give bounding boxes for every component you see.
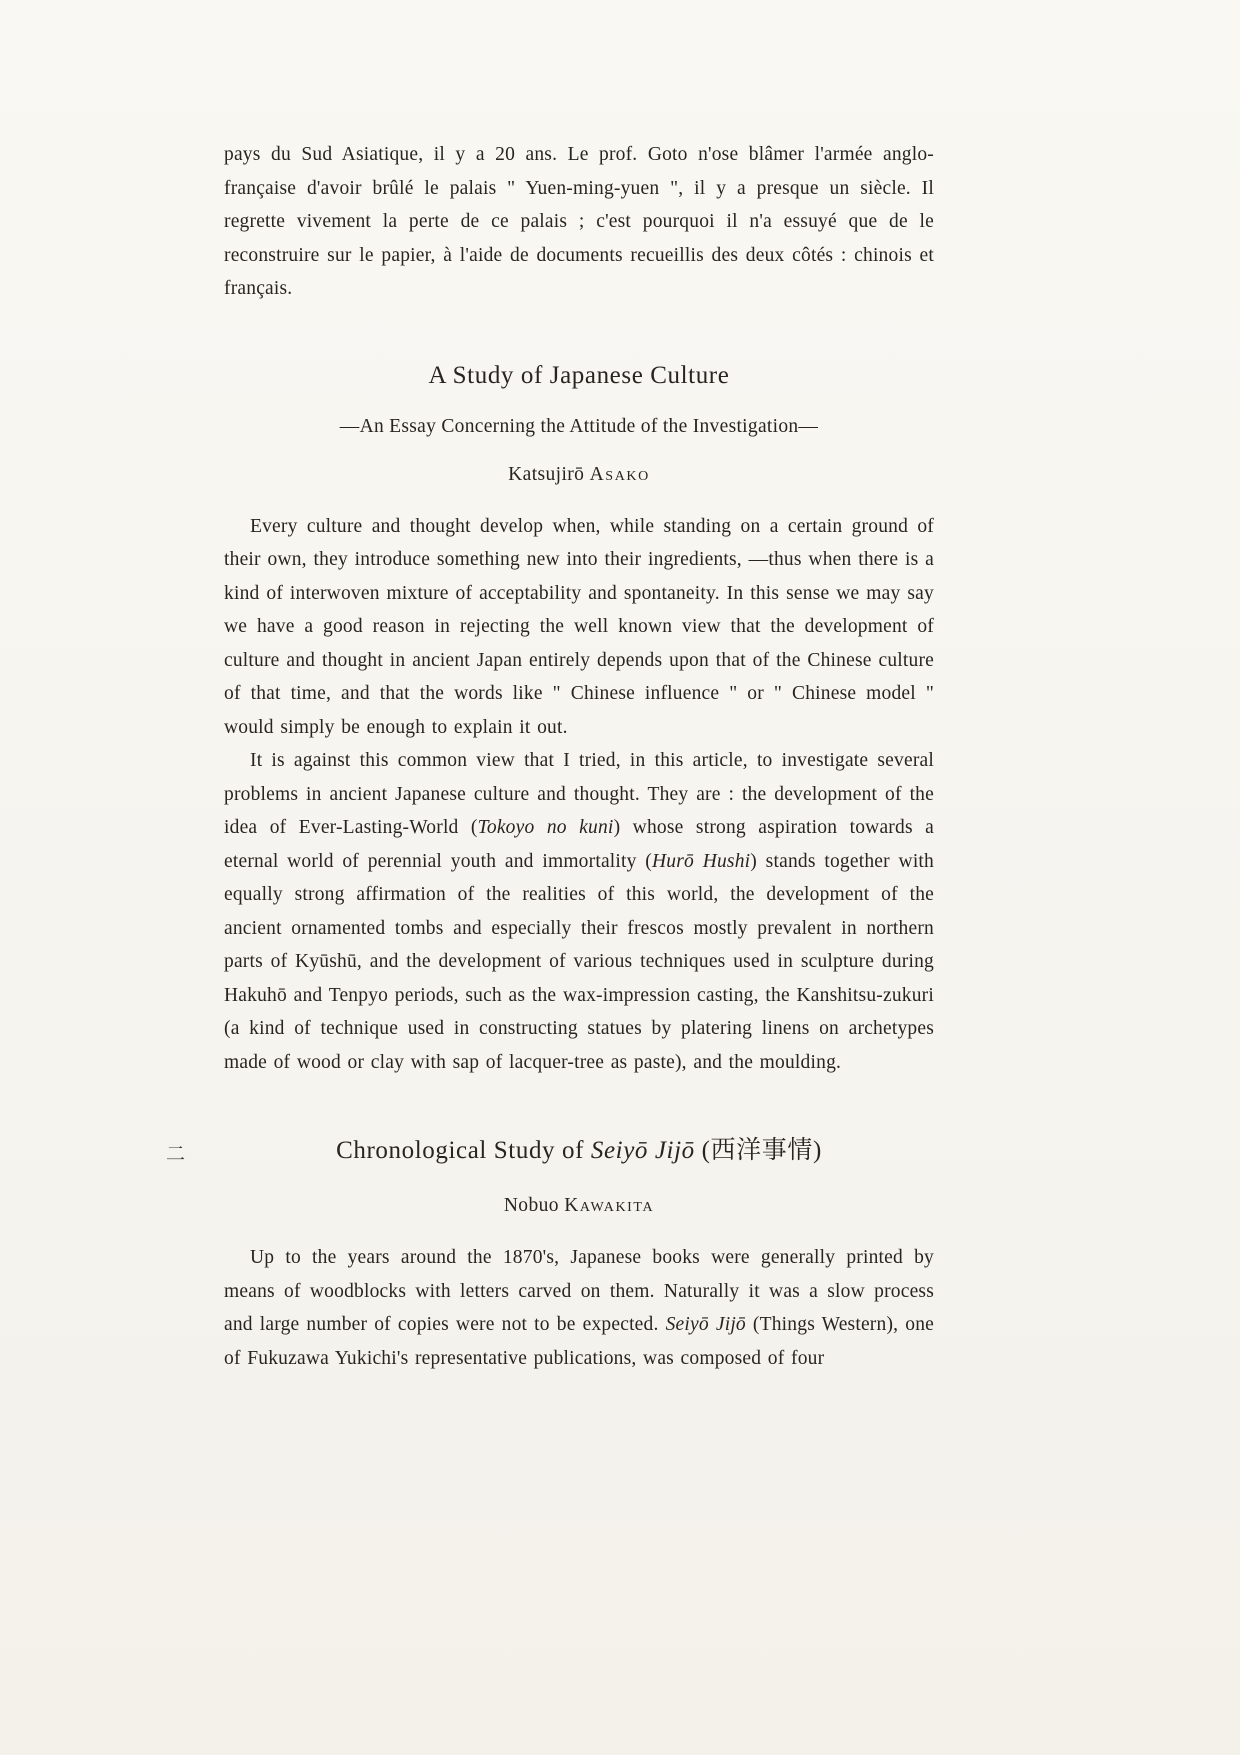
paragraph-text: ) stands together with equally strong affirmation of the realities of this world, the development of the ancient ornamented tombs and especially their frescos mostly prevalent in northern parts of Kyūshū, and the development of various techniques used in sculpture during Hakuhō and Tenpyo periods, such as the wax-impression casting, the Kanshitsu-zukuri (a kind of technique used in constructing statues by platering linens on archetypes made of wood or clay with sap of lacquer-tree as paste), and the moulding. — [224, 850, 934, 1073]
article2-author-line — [224, 1195, 934, 1217]
paragraph-text: Up to the years around the 1870's, Japanese books were generally printed by means of woodblocks with letters carved on them. Naturally it was a slow process and large number of copies were not to be expected. — [224, 1247, 934, 1335]
title-text-kanji: (西洋事情) — [694, 1137, 822, 1164]
article2-paragraph-1 — [224, 1241, 934, 1375]
paragraph-text: (Things Western), one of Fukuzawa Yukichi's representative publications, was composed of four — [224, 1314, 935, 1369]
article1-author-line — [224, 464, 934, 486]
article2-author-given: Nobuo — [503, 1195, 559, 1216]
article1-author-given: Katsujirō — [508, 463, 585, 485]
article1-title: A Study of Japanese Culture — [428, 361, 730, 389]
paragraph-text: ) whose strong aspiration towards a eternal world of perennial youth and immortality ( — [224, 817, 935, 872]
italic-term-huro-hushi: Hurō Hushi — [652, 850, 751, 872]
paragraph-text: It is against this common view that I tried, in this article, to investigate several problems in ancient Japanese culture and thought. They are : the development of the idea of Ever-Lasting-World ( — [224, 750, 934, 838]
article1-author-family: Asako — [589, 463, 650, 485]
french-continuation-paragraph: pays du Sud Asiatique, il y a 20 ans. Le prof. Goto n'ose blâmer l'armée anglo-française d'avoir brûlé le palais " Yuen-ming-yuen ", il y a presque un siècle. Il regrette vivement la perte de ce palais ; c'est pourquoi il n'a essuyé que de le reconstruire sur le papier, à l'aide de documents recueillis des deux côtés : chinois et français. — [224, 144, 934, 299]
text-block — [166, 138, 935, 1375]
article-seiyo-jijo — [166, 1133, 935, 1375]
margin-page-number: 二 — [166, 1143, 186, 1165]
italic-title-seiyo-jijo: Seiyō Jijō — [590, 1137, 695, 1164]
italic-term-seiyo-jijo: Seiyō Jijō — [665, 1314, 746, 1335]
article2-title — [224, 1133, 934, 1169]
article1-subtitle: —An Essay Concerning the Attitude of the Investigation— — [339, 415, 819, 437]
article1-paragraph-1: Every culture and thought develop when, while standing on a certain ground of their own, they introduce something new into their ingredients, —thus when there is a kind of interwoven mixture of acceptability and spontaneity. In this sense we may say we have a good reason in rejecting the well known view that the development of culture and thought in ancient Japan entirely depends upon that of the Chinese culture of that time, and that the words like " Chinese influence " or " Chinese model " would simply be enough to explain it out. — [224, 515, 934, 738]
article2-author-family: Kawakita — [564, 1195, 655, 1216]
article1-paragraph-2 — [224, 744, 934, 1079]
title-text: Chronological Study of — [336, 1137, 591, 1164]
article-japanese-culture — [224, 358, 934, 1080]
italic-term-tokoyo-no-kuni: Tokoyo no kuni — [477, 817, 614, 838]
